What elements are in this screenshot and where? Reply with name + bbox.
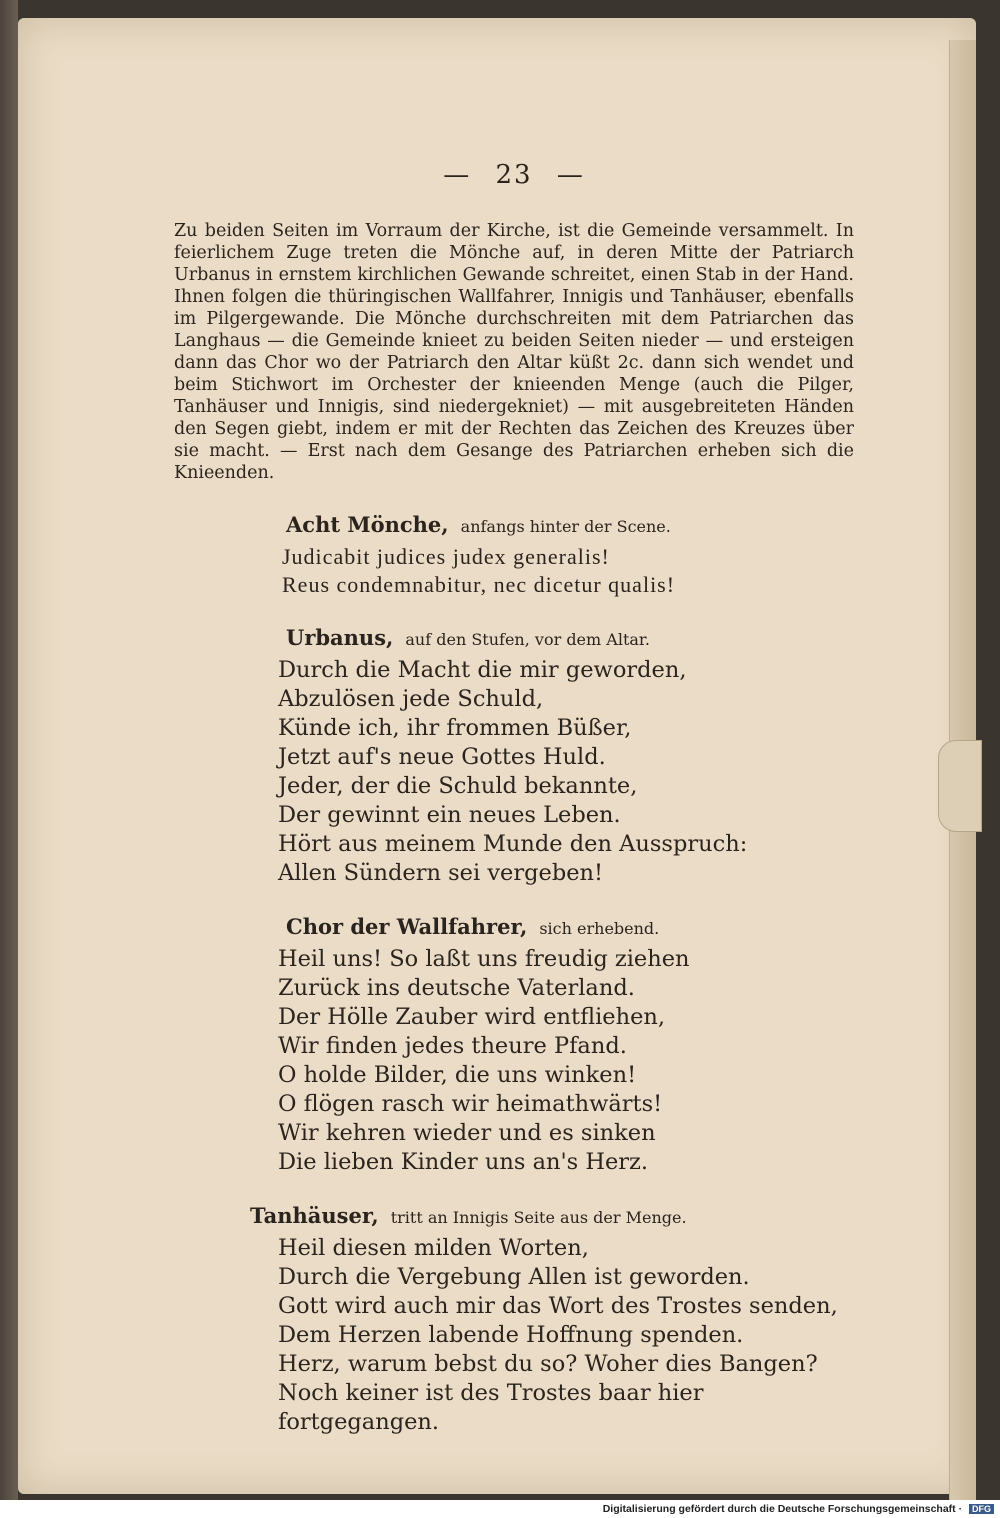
verse-line: O flögen rasch wir heimathwärts! xyxy=(278,1091,663,1117)
verse-line: Jetzt auf's neue Gottes Huld. xyxy=(278,744,606,770)
speaker-line xyxy=(286,512,854,537)
footer-text: Digitalisierung gefördert durch die Deutsche Forschungsgemeinschaft · xyxy=(602,1503,963,1515)
verse-line: Der gewinnt ein neues Leben. xyxy=(278,802,621,828)
book-binding-edge xyxy=(0,0,18,1500)
verse-line: O holde Bilder, die uns winken! xyxy=(278,1062,637,1088)
verse-line: Durch die Macht die mir geworden, xyxy=(278,657,687,683)
verse-line: Abzulösen jede Schuld, xyxy=(278,686,544,712)
verse-block xyxy=(174,543,854,599)
verse-block xyxy=(174,945,854,1177)
verse-line: Herz, warum bebst du so? Woher dies Bangen? xyxy=(278,1351,818,1377)
speaker-stage-note: auf den Stufen, vor dem Altar. xyxy=(405,630,650,649)
speaker-stage-note: sich erhebend. xyxy=(539,919,660,938)
page-content xyxy=(174,160,854,1463)
verse-line: Der Hölle Zauber wird entfliehen, xyxy=(278,1004,666,1030)
verse-block xyxy=(174,656,854,888)
verse-line: Heil uns! So laßt uns freudig ziehen xyxy=(278,946,690,972)
speaker-line xyxy=(286,625,854,650)
verse-line: Gott wird auch mir das Wort des Trostes senden, xyxy=(278,1293,838,1319)
speaker-line xyxy=(286,914,854,939)
verse-line: Judicabit judices judex generalis! xyxy=(282,544,610,569)
verse-line: Dem Herzen labende Hoffnung spenden. xyxy=(278,1322,744,1348)
speaker-name: Tanhäuser, xyxy=(250,1203,379,1228)
digitization-footer xyxy=(0,1500,1000,1518)
section-urbanus xyxy=(174,625,854,888)
verse-line: Heil diesen milden Worten, xyxy=(278,1235,589,1261)
page-number xyxy=(174,160,854,190)
verse-line: Wir kehren wieder und es sinken xyxy=(278,1120,656,1146)
speaker-stage-note: tritt an Innigis Seite aus der Menge. xyxy=(390,1208,687,1227)
section-acht-moenche xyxy=(174,512,854,599)
verse-line: Zurück ins deutsche Vaterland. xyxy=(278,975,635,1001)
verse-line: Noch keiner ist des Trostes baar hier fortgegangen. xyxy=(278,1380,704,1435)
verse-block xyxy=(174,1234,854,1437)
verse-line: Reus condemnabitur, nec dicetur qualis! xyxy=(282,572,676,597)
page-number-dash-left: — xyxy=(443,160,472,190)
verse-line: Jeder, der die Schuld bekannte, xyxy=(278,773,638,799)
page-number-dash-right: — xyxy=(556,160,585,190)
verse-line: Die lieben Kinder uns an's Herz. xyxy=(278,1149,649,1175)
page-tab xyxy=(938,740,982,832)
verse-line: Wir finden jedes theure Pfand. xyxy=(278,1033,627,1059)
speaker-name: Acht Mönche, xyxy=(286,512,449,537)
verse-line: Hört aus meinem Munde den Ausspruch: xyxy=(278,831,748,857)
dfg-logo: DFG xyxy=(969,1504,994,1514)
speaker-line xyxy=(250,1203,854,1228)
verse-line: Künde ich, ihr frommen Büßer, xyxy=(278,715,632,741)
section-chor-der-wallfahrer xyxy=(174,914,854,1177)
stage-direction: Zu beiden Seiten im Vorraum der Kirche, ist die Gemeinde versammelt. In feierlichem Zuge treten die Mönche auf, in deren Mitte der Patriarch Urbanus in ernstem kirchlichen Gewande schreitet, einen Stab in der Hand. Ihnen folgen die thüringischen Wallfahrer, Innigis und Tanhäuser, ebenfalls im Pilgergewande. Die Mönche durchschreiten mit dem Patriarchen das Langhaus — die Gemeinde knieet zu beiden Seiten nieder — und ersteigen dann das Chor wo der Patriarch den Altar küßt 2c. dann sich wendet und beim Stichwort im Orchester der knieenden Menge (auch die Pilger, Tanhäuser und Innigis, sind niedergekniet) — mit ausgebreiteten Händen den Segen giebt, indem er mit der Rechten das Zeichen des Kreuzes über sie macht. — Erst nach dem Gesange des Patriarchen erheben sich die Knieenden. xyxy=(174,221,854,483)
speaker-name: Chor der Wallfahrer, xyxy=(286,914,528,939)
verse-line: Allen Sündern sei vergeben! xyxy=(278,860,604,886)
section-tanhaeuser xyxy=(174,1203,854,1437)
speaker-stage-note: anfangs hinter der Scene. xyxy=(460,517,671,536)
page-number-value: 23 xyxy=(495,160,533,190)
verse-line: Durch die Vergebung Allen ist geworden. xyxy=(278,1264,750,1290)
speaker-name: Urbanus, xyxy=(286,625,394,650)
